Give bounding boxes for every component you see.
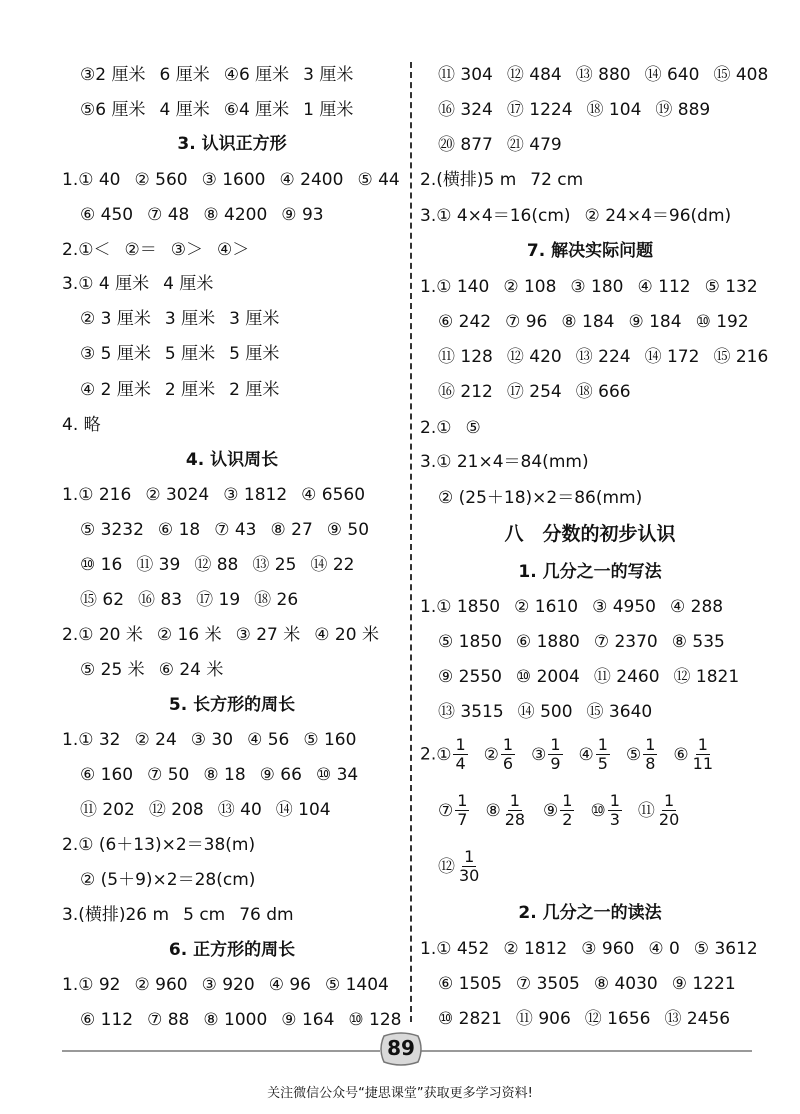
answer-item: ② 1610 bbox=[514, 597, 579, 617]
answer-row bbox=[438, 666, 753, 688]
answer-item: 2.① (6＋13)×2＝38(m) bbox=[62, 835, 256, 855]
answer-item: ⑤ 160 bbox=[303, 730, 357, 750]
fraction bbox=[560, 792, 574, 829]
answer-item: ⑮ 62 bbox=[80, 590, 125, 610]
answer-item: 1.① 1850 bbox=[420, 597, 501, 617]
answer-item: ② 24 bbox=[134, 730, 177, 750]
answer-item: ⑬ 224 bbox=[575, 347, 631, 367]
answer-item: ⑫ 484 bbox=[506, 65, 562, 85]
answer-item: 3.① 4×4＝16(cm) bbox=[420, 206, 571, 226]
answer-item: 3 厘米 bbox=[303, 65, 354, 85]
answer-row bbox=[80, 308, 293, 330]
answer-item: ⑫ 1656 bbox=[584, 1009, 651, 1029]
fraction-answer bbox=[438, 848, 483, 885]
section-heading: 5. 长方形的周长 bbox=[168, 695, 296, 715]
answer-row bbox=[62, 624, 393, 646]
answer-item: ⑫ 420 bbox=[506, 347, 562, 367]
answer-item: ⑪ 39 bbox=[136, 555, 181, 575]
fraction bbox=[457, 848, 481, 885]
answer-item: 1.① 452 bbox=[420, 939, 490, 959]
answer-item: ⑰ 1224 bbox=[506, 100, 573, 120]
fraction bbox=[503, 792, 527, 829]
answer-item: 3.① 4 厘米 bbox=[62, 274, 150, 294]
answer-row bbox=[80, 554, 368, 576]
answer-item: 6 厘米 bbox=[159, 65, 210, 85]
section-heading: 2. 几分之一的读法 bbox=[518, 903, 662, 923]
answer-item: ⑥ 242 bbox=[438, 312, 492, 332]
answer-item: ⑨ 164 bbox=[281, 1010, 335, 1030]
answer-item: 2 厘米 bbox=[164, 380, 216, 400]
answer-item: 5 厘米 bbox=[164, 344, 216, 364]
fraction bbox=[608, 792, 622, 829]
answer-row bbox=[438, 64, 782, 86]
answer-row bbox=[62, 484, 379, 506]
answer-item: ⑤ 3232 bbox=[80, 520, 144, 540]
answer-row bbox=[438, 1008, 744, 1030]
answer-item: ⑧ 4200 bbox=[203, 205, 268, 225]
answer-row bbox=[438, 381, 645, 403]
answer-item: ⑫ 88 bbox=[194, 555, 239, 575]
answer-index: ① bbox=[436, 744, 452, 765]
answer-item: ④ 0 bbox=[648, 939, 680, 959]
answer-item: ⑰ 254 bbox=[506, 382, 562, 402]
answer-item: ⑨ 66 bbox=[259, 765, 302, 785]
fraction bbox=[548, 736, 562, 773]
answer-row bbox=[80, 659, 237, 681]
answer-row bbox=[80, 519, 383, 541]
answer-item: ③ 920 bbox=[201, 975, 255, 995]
fraction-answer bbox=[626, 736, 659, 773]
answer-item: 5 cm bbox=[183, 905, 226, 925]
answer-item: ⑥ 1505 bbox=[438, 974, 502, 994]
answer-item: 2.① bbox=[420, 418, 452, 438]
answer-item: 1.① 140 bbox=[420, 277, 490, 297]
answer-item: ⑬ 880 bbox=[575, 65, 631, 85]
numerator: 1 bbox=[464, 847, 475, 866]
answer-item: 4 厘米 bbox=[159, 100, 210, 120]
answer-item: 3 厘米 bbox=[229, 309, 280, 329]
answer-item: ⑥ 160 bbox=[80, 765, 134, 785]
section-heading: 3. 认识正方形 bbox=[177, 134, 287, 154]
fraction bbox=[657, 792, 681, 829]
answer-item: ⑤6 厘米 bbox=[80, 100, 146, 120]
answer-index: ⑩ bbox=[590, 800, 606, 821]
answer-row bbox=[438, 99, 724, 121]
answer-item: ② (25＋18)×2＝86(mm) bbox=[438, 488, 643, 508]
answer-item: ⑮ 216 bbox=[713, 347, 769, 367]
answer-item: ⑪ 2460 bbox=[593, 667, 660, 687]
answer-item: ⑬ 25 bbox=[252, 555, 297, 575]
answer-item: ④＞ bbox=[216, 240, 250, 260]
answer-item: ⑧ 535 bbox=[671, 632, 725, 652]
numerator: 1 bbox=[562, 791, 573, 810]
answer-item: ⑩ 2004 bbox=[515, 667, 580, 687]
answer-row bbox=[420, 938, 772, 960]
answer-row bbox=[62, 273, 227, 295]
fraction-answer bbox=[436, 736, 469, 773]
answer-item: 4. 略 bbox=[62, 415, 101, 435]
answer-index: ⑥ bbox=[673, 744, 689, 765]
answer-item: 2.①＜ bbox=[62, 240, 111, 260]
answer-item: ③ 4950 bbox=[592, 597, 656, 617]
answer-item: ⑤ 44 bbox=[357, 170, 400, 190]
answer-item: ⑦ 50 bbox=[147, 765, 190, 785]
answer-item: ⑰ 19 bbox=[196, 590, 241, 610]
answer-row bbox=[438, 792, 697, 829]
numerator: 1 bbox=[645, 735, 656, 754]
answer-item: ⑤ 132 bbox=[704, 277, 758, 297]
fraction bbox=[643, 736, 657, 773]
answer-item: ⑮ 408 bbox=[713, 65, 769, 85]
answer-index: ⑦ bbox=[438, 800, 454, 821]
answer-item: ⑤ 1404 bbox=[324, 975, 389, 995]
denominator: 5 bbox=[597, 754, 608, 773]
answer-row bbox=[62, 904, 308, 926]
page-number: 89 bbox=[387, 1036, 415, 1060]
answer-item: ⑤ 25 米 bbox=[80, 660, 145, 680]
answer-row bbox=[62, 414, 115, 436]
answer-item: ⑫ 1821 bbox=[673, 667, 740, 687]
answer-item: ⑯ 324 bbox=[438, 100, 493, 120]
answer-row bbox=[80, 343, 293, 365]
answer-item: 1.① 216 bbox=[62, 485, 132, 505]
answer-item: ⑩ 128 bbox=[348, 1010, 402, 1030]
answer-item: 4 厘米 bbox=[163, 274, 214, 294]
denominator: 6 bbox=[502, 754, 514, 773]
answer-item: ⑪ 906 bbox=[515, 1009, 571, 1029]
numerator: 1 bbox=[457, 791, 468, 810]
fraction-answer bbox=[673, 736, 717, 773]
answer-item: ④ 2 厘米 bbox=[80, 380, 151, 400]
answer-item: ⑭ 104 bbox=[275, 800, 331, 820]
section-heading: 八 分数的初步认识 bbox=[504, 523, 676, 545]
answer-row bbox=[80, 64, 367, 86]
answer-item: ③ 5 厘米 bbox=[80, 344, 151, 364]
answer-item: ② 560 bbox=[134, 170, 188, 190]
answer-item: ⑯ 212 bbox=[438, 382, 493, 402]
answer-row bbox=[438, 346, 782, 368]
answer-item: ⑬ 40 bbox=[217, 800, 262, 820]
footer-note: 关注微信公众号“捷思课堂”获取更多学习资料! bbox=[267, 1086, 533, 1101]
numerator: 1 bbox=[550, 735, 561, 754]
answer-item: ⑱ 666 bbox=[575, 382, 631, 402]
answer-item: ②＝ bbox=[124, 240, 157, 260]
answer-item: ⑥4 厘米 bbox=[223, 100, 290, 120]
fraction bbox=[691, 736, 715, 773]
fraction-answer bbox=[484, 736, 517, 773]
question-number: 2. bbox=[420, 744, 437, 765]
answer-index: ② bbox=[483, 744, 499, 765]
fraction-answer bbox=[638, 792, 683, 829]
answer-item: ⑧ 184 bbox=[561, 312, 615, 332]
answer-item: 2.① 20 米 bbox=[62, 625, 143, 645]
answer-row bbox=[420, 169, 597, 191]
answer-row bbox=[438, 701, 666, 723]
answer-item: 3 厘米 bbox=[164, 309, 216, 329]
column-divider bbox=[410, 62, 412, 1022]
numerator: 1 bbox=[609, 791, 620, 810]
answer-item: ⑦ 2370 bbox=[593, 632, 658, 652]
answer-row bbox=[80, 379, 293, 401]
answer-item: 2.(横排)5 m bbox=[420, 170, 517, 190]
answer-row bbox=[420, 736, 731, 773]
answer-item: ⑮ 3640 bbox=[586, 702, 653, 722]
answer-item: ⑪ 202 bbox=[80, 800, 135, 820]
answer-index: ③ bbox=[531, 744, 547, 765]
fraction-answer bbox=[590, 792, 623, 829]
answer-item: ⑧ 18 bbox=[203, 765, 246, 785]
numerator: 1 bbox=[455, 735, 466, 754]
section-heading: 4. 认识周长 bbox=[185, 450, 279, 470]
answer-item: ⑱ 104 bbox=[586, 100, 642, 120]
answer-item: 76 dm bbox=[239, 905, 294, 925]
fraction-answer bbox=[531, 736, 564, 773]
denominator: 4 bbox=[455, 754, 466, 773]
answer-row bbox=[62, 729, 370, 751]
answer-row bbox=[438, 487, 656, 509]
answer-item: ④6 厘米 bbox=[223, 65, 290, 85]
answer-index: ⑧ bbox=[485, 800, 501, 821]
answer-item: ⑦ 3505 bbox=[515, 974, 580, 994]
answer-row bbox=[80, 99, 367, 121]
answer-item: ⑭ 640 bbox=[644, 65, 700, 85]
answer-item: ③ 27 米 bbox=[235, 625, 301, 645]
fraction-answer bbox=[543, 792, 576, 829]
numerator: 1 bbox=[597, 735, 608, 754]
section-heading: 1. 几分之一的写法 bbox=[518, 562, 662, 582]
answer-item: ⑭ 172 bbox=[644, 347, 700, 367]
answer-item: ⑥ 24 米 bbox=[158, 660, 224, 680]
answer-item: ④ 56 bbox=[247, 730, 290, 750]
answer-item: ③ 960 bbox=[581, 939, 635, 959]
answer-item: 3.① 21×4＝84(mm) bbox=[420, 452, 589, 472]
answer-item: 1 厘米 bbox=[303, 100, 354, 120]
answer-item: ② 960 bbox=[134, 975, 188, 995]
answer-item: ④ 6560 bbox=[301, 485, 366, 505]
answer-item: ② 3 厘米 bbox=[80, 309, 151, 329]
answer-row bbox=[62, 169, 414, 191]
answer-row bbox=[62, 834, 269, 856]
answer-item: ⑩ 16 bbox=[80, 555, 123, 575]
answer-item: ④ 2400 bbox=[279, 170, 344, 190]
answer-row bbox=[420, 276, 772, 298]
answer-row bbox=[80, 589, 312, 611]
answer-item: ⑦ 48 bbox=[147, 205, 190, 225]
answer-item: ⑩ 192 bbox=[695, 312, 749, 332]
answer-item: ③＞ bbox=[170, 240, 203, 260]
answer-item: ③ 30 bbox=[190, 730, 234, 750]
denominator: 30 bbox=[459, 866, 480, 885]
numerator: 1 bbox=[697, 735, 708, 754]
answer-item: ⑳ 877 bbox=[438, 135, 493, 155]
answer-item: ⑯ 83 bbox=[138, 590, 183, 610]
answer-item: ② (5＋9)×2＝28(cm) bbox=[80, 870, 256, 890]
answer-item: ⑥ 450 bbox=[80, 205, 134, 225]
numerator: 1 bbox=[664, 791, 675, 810]
answer-item: ④ 288 bbox=[669, 597, 724, 617]
answer-item: ④ 20 米 bbox=[314, 625, 379, 645]
denominator: 8 bbox=[645, 754, 656, 773]
answer-item: ㉑ 479 bbox=[506, 135, 562, 155]
answer-item: ⑭ 500 bbox=[517, 702, 573, 722]
answer-item: 1.① 32 bbox=[62, 730, 121, 750]
section-heading: 6. 正方形的周长 bbox=[168, 940, 296, 960]
answer-item: ⑬ 2456 bbox=[664, 1009, 731, 1029]
answer-item: ⑨ 2550 bbox=[438, 667, 502, 687]
answer-item: ② 1812 bbox=[503, 939, 568, 959]
answer-item: ⑨ 93 bbox=[281, 205, 324, 225]
answer-item: ⑩ 2821 bbox=[438, 1009, 502, 1029]
denominator: 7 bbox=[457, 810, 468, 829]
answer-row bbox=[438, 848, 497, 885]
answer-item: ⑦ 43 bbox=[214, 520, 257, 540]
answer-item: ⑨ 1221 bbox=[671, 974, 736, 994]
answer-item: ⑲ 889 bbox=[655, 100, 711, 120]
answer-item: ⑱ 26 bbox=[254, 590, 299, 610]
answer-item: ⑦ 88 bbox=[147, 1010, 190, 1030]
answer-item: ⑤ bbox=[465, 418, 481, 438]
answer-item: ⑫ 208 bbox=[148, 800, 204, 820]
answer-item: ⑦ 96 bbox=[505, 312, 548, 332]
answer-index: ⑤ bbox=[625, 744, 642, 765]
answer-row bbox=[420, 451, 603, 473]
answer-item: ⑪ 304 bbox=[438, 65, 493, 85]
denominator: 2 bbox=[562, 810, 573, 829]
answer-item: ⑧ 4030 bbox=[593, 974, 658, 994]
fraction-answer bbox=[438, 792, 471, 829]
answer-row bbox=[80, 1009, 415, 1031]
answer-row bbox=[420, 596, 737, 618]
answer-row bbox=[80, 764, 372, 786]
fraction bbox=[501, 736, 515, 773]
answer-item: ③ 1812 bbox=[223, 485, 288, 505]
answer-row bbox=[438, 631, 739, 653]
numerator: 1 bbox=[502, 735, 514, 754]
answer-item: ⑤ 3612 bbox=[693, 939, 758, 959]
answer-item: 5 厘米 bbox=[229, 344, 280, 364]
answer-row bbox=[62, 239, 263, 261]
answer-row bbox=[438, 311, 763, 333]
fraction bbox=[596, 736, 610, 773]
answer-item: ⑪ 128 bbox=[438, 347, 493, 367]
answer-row bbox=[80, 869, 269, 891]
answer-item: ⑧ 27 bbox=[270, 520, 313, 540]
answer-row bbox=[420, 417, 495, 439]
answer-row bbox=[62, 974, 403, 996]
denominator: 20 bbox=[658, 810, 680, 829]
fraction-answer bbox=[485, 792, 529, 829]
answer-index: ④ bbox=[578, 744, 594, 765]
answer-item: ⑥ 1880 bbox=[515, 632, 580, 652]
denominator: 3 bbox=[609, 810, 620, 829]
answer-item: ② 24×4＝96(dm) bbox=[584, 206, 732, 226]
answer-item: ⑩ 34 bbox=[315, 765, 359, 785]
answer-item: ⑨ 184 bbox=[628, 312, 682, 332]
footer-rule-left bbox=[62, 1050, 380, 1052]
answer-row bbox=[80, 204, 338, 226]
section-heading: 7. 解决实际问题 bbox=[526, 241, 654, 261]
answer-item: ② 3024 bbox=[145, 485, 210, 505]
denominator: 28 bbox=[504, 810, 526, 829]
answer-row bbox=[438, 134, 576, 156]
denominator: 9 bbox=[550, 754, 561, 773]
answer-item: ⑭ 22 bbox=[310, 555, 355, 575]
answer-item: ⑨ 50 bbox=[326, 520, 370, 540]
answer-index: ⑪ bbox=[637, 800, 655, 821]
answer-item: ③ 1600 bbox=[201, 170, 266, 190]
answer-item: ⑧ 1000 bbox=[203, 1010, 268, 1030]
footer-rule-right bbox=[420, 1050, 752, 1052]
answer-item: 3.(横排)26 m bbox=[62, 905, 170, 925]
numerator: 1 bbox=[509, 791, 520, 810]
answer-item: 72 cm bbox=[530, 170, 584, 190]
fraction bbox=[453, 736, 467, 773]
answer-item: ② 108 bbox=[503, 277, 557, 297]
answer-item: ⑤ 1850 bbox=[438, 632, 502, 652]
answer-item: ⑥ 112 bbox=[80, 1010, 134, 1030]
answer-item: ⑬ 3515 bbox=[438, 702, 504, 722]
answer-item: 1.① 92 bbox=[62, 975, 121, 995]
fraction bbox=[455, 792, 469, 829]
answer-row bbox=[438, 973, 750, 995]
answer-item: ④ 96 bbox=[268, 975, 311, 995]
denominator: 11 bbox=[692, 754, 714, 773]
answer-item: ③ 180 bbox=[570, 277, 624, 297]
answer-row bbox=[80, 799, 345, 821]
answer-index: ⑨ bbox=[543, 800, 559, 821]
answer-item: 2 厘米 bbox=[229, 380, 280, 400]
answer-item: ③2 厘米 bbox=[80, 65, 146, 85]
answer-item: 1.① 40 bbox=[62, 170, 121, 190]
answer-item: ④ 112 bbox=[637, 277, 691, 297]
answer-row bbox=[420, 205, 745, 227]
answer-index: ⑫ bbox=[438, 856, 455, 877]
answer-item: ② 16 米 bbox=[156, 625, 222, 645]
answer-item: ⑥ 18 bbox=[157, 520, 201, 540]
fraction-answer bbox=[579, 736, 612, 773]
